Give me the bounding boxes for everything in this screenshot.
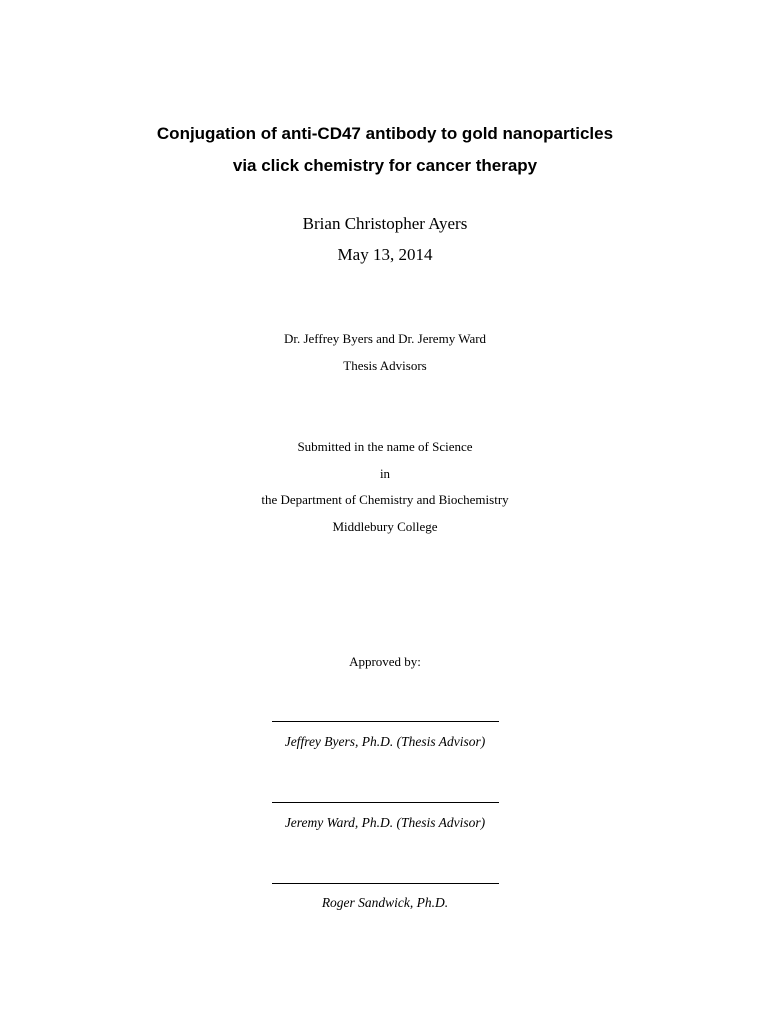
advisor-names: Dr. Jeffrey Byers and Dr. Jeremy Ward xyxy=(283,331,487,346)
signature-line-3 xyxy=(272,883,499,884)
college-name: Middlebury College xyxy=(332,519,438,534)
signatory-1: Jeffrey Byers, Ph.D. (Thesis Advisor) xyxy=(284,734,486,749)
approved-by-label: Approved by: xyxy=(349,654,421,669)
advisor-role: Thesis Advisors xyxy=(343,358,427,373)
submission-date: May 13, 2014 xyxy=(337,245,433,264)
author-name: Brian Christopher Ayers xyxy=(302,214,468,233)
signatory-2: Jeremy Ward, Ph.D. (Thesis Advisor) xyxy=(284,815,486,830)
signature-line-1 xyxy=(272,721,499,722)
signatory-3: Roger Sandwick, Ph.D. xyxy=(321,895,449,910)
title-line-2: via click chemistry for cancer therapy xyxy=(232,156,538,175)
title-line-1: Conjugation of anti-CD47 antibody to gold nanoparticles xyxy=(156,124,614,143)
submission-line-1: Submitted in the name of Science xyxy=(297,439,473,454)
signature-line-2 xyxy=(272,802,499,803)
submission-line-2: in xyxy=(379,466,391,481)
department-name: the Department of Chemistry and Biochemistry xyxy=(261,492,509,507)
